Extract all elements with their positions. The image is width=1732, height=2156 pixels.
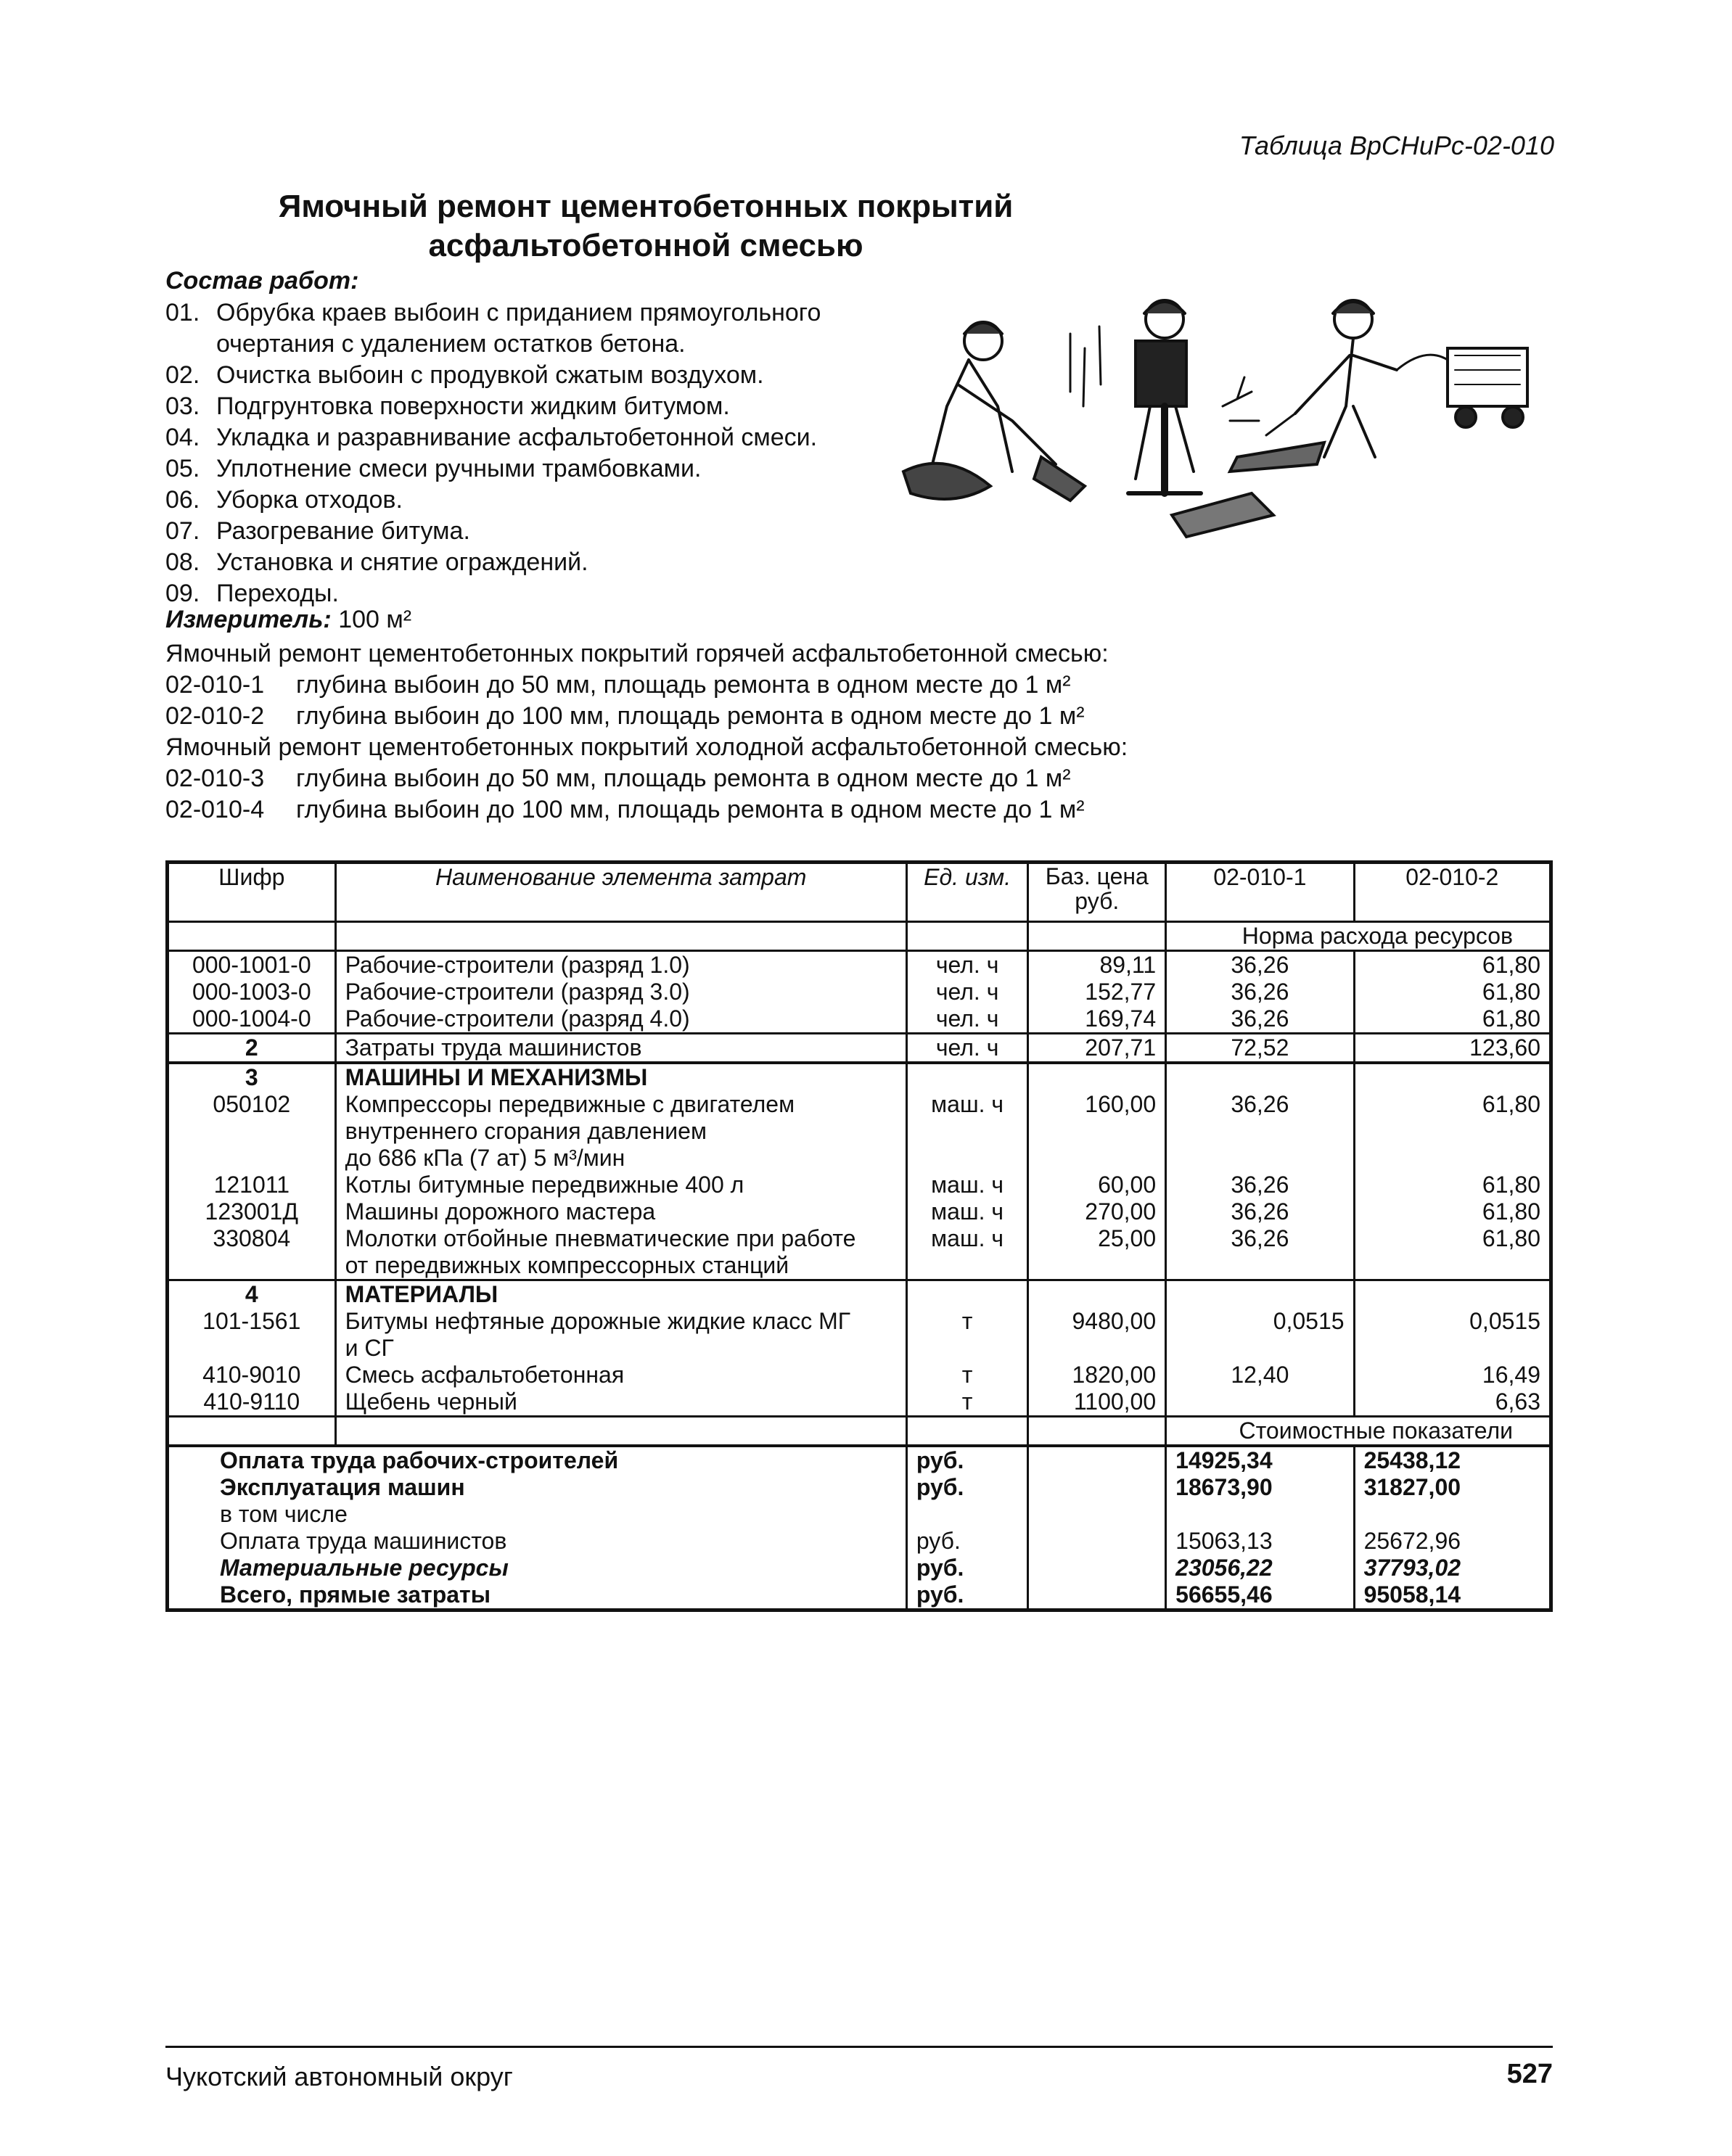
header-unit: Ед. изм.: [906, 863, 1028, 922]
header-name: Наименование элемента затрат: [335, 863, 906, 922]
section-row: 3 МАШИНЫ И МЕХАНИЗМЫ: [168, 1063, 1551, 1091]
work-item: 04. Укладка и разравнивание асфальтобетонной смеси.: [165, 424, 818, 451]
variants-cold-heading: Ямочный ремонт цементобетонных покрытий холодной асфальтобетонной смесью:: [165, 733, 1128, 761]
variants-block: [165, 638, 1544, 826]
cost-row: Эксплуатация машин руб. 18673,90 31827,00: [168, 1474, 1551, 1501]
title-line-2: асфальтобетонной смесью: [428, 228, 863, 263]
work-item: 08. Установка и снятие ограждений.: [165, 548, 588, 576]
title-line-1: Ямочный ремонт цементобетонных покрытий: [278, 189, 1014, 224]
footer-divider: [165, 2046, 1553, 2048]
table-row: 101-1561 Битумы нефтяные дорожные жидкие класс МГ и СГ т 9480,00 0,0515 0,0515: [168, 1308, 1551, 1362]
table-label: Таблица ВрСНиРс-02-010: [1239, 131, 1554, 160]
table-header-row: [168, 863, 1551, 922]
table-row: 2 Затраты труда машинистов чел. ч 207,71 72,52 123,60: [168, 1034, 1551, 1063]
variant-row: 02-010-1 глубина выбоин до 50 мм, площадь ремонта в одном месте до 1 м²: [165, 671, 1071, 699]
page-title: [131, 187, 1161, 266]
cost-row: в том числе: [168, 1501, 1551, 1528]
page-number: 527: [1506, 2059, 1553, 2089]
cost-row: Оплата труда рабочих-строителей руб. 14925,34 25438,12: [168, 1446, 1551, 1474]
header-price: Баз. цена руб.: [1028, 863, 1166, 922]
resources-table: [165, 860, 1553, 1612]
meter: [165, 606, 411, 634]
table-row: 050102 Компрессоры передвижные с двигателем внутреннего сгорания давлением до 686 кПа (7 ат) 5 м³/мин маш. ч 160,00 36,26 61,80: [168, 1091, 1551, 1172]
cost-heading: Стоимостные показатели: [1166, 1417, 1551, 1447]
table-row: 121011 Котлы битумные передвижные 400 л маш. ч 60,00 36,26 61,80: [168, 1172, 1551, 1198]
variant-row: 02-010-2 глубина выбоин до 100 мм, площадь ремонта в одном месте до 1 м²: [165, 702, 1085, 730]
works-label: Состав работ:: [165, 267, 359, 295]
meter-label: Измеритель:: [165, 606, 332, 633]
table-row: 000-1004-0 Рабочие-строители (разряд 4.0) чел. ч 169,74 36,26 61,80: [168, 1005, 1551, 1034]
work-item: 07. Разогревание битума.: [165, 517, 470, 545]
variant-row: 02-010-4 глубина выбоин до 100 мм, площадь ремонта в одном месте до 1 м²: [165, 796, 1085, 823]
work-item: 09. Переходы.: [165, 580, 339, 607]
table-row: 000-1001-0 Рабочие-строители (разряд 1.0) чел. ч 89,11 36,26 61,80: [168, 951, 1551, 979]
header-col1: 02-010-1: [1166, 863, 1354, 922]
cost-row: Материальные ресурсы руб. 23056,22 37793,02: [168, 1555, 1551, 1581]
work-item: 02. Очистка выбоин с продувкой сжатым воздухом.: [165, 361, 764, 389]
work-item: 03. Подгрунтовка поверхности жидким битумом.: [165, 392, 730, 420]
cost-row: Оплата труда машинистов руб. 15063,13 25672,96: [168, 1528, 1551, 1555]
work-item: 05. Уплотнение смеси ручными трамбовками.: [165, 455, 702, 482]
table-row: 000-1003-0 Рабочие-строители (разряд 3.0) чел. ч 152,77 36,26 61,80: [168, 979, 1551, 1005]
footer-region: Чукотский автономный округ: [165, 2062, 513, 2091]
work-item: 06. Уборка отходов.: [165, 486, 403, 514]
meter-value: 100 м²: [338, 606, 412, 633]
table-row: 123001Д Машины дорожного мастера маш. ч 270,00 36,26 61,80: [168, 1198, 1551, 1225]
norm-heading-row: [168, 922, 1551, 951]
header-code: Шифр: [168, 863, 336, 922]
variants-hot-heading: Ямочный ремонт цементобетонных покрытий горячей асфальтобетонной смесью:: [165, 640, 1109, 667]
table-row: 410-9110 Щебень черный т 1100,00 6,63: [168, 1388, 1551, 1417]
cost-row: Всего, прямые затраты руб. 56655,46 95058,14: [168, 1581, 1551, 1610]
table-row: 410-9010 Смесь асфальтобетонная т 1820,00 12,40 16,49: [168, 1362, 1551, 1388]
norm-heading: Норма расхода ресурсов: [1166, 922, 1551, 951]
header-col2: 02-010-2: [1354, 863, 1551, 922]
road-workers-illustration: [889, 276, 1542, 551]
table-row: 330804 Молотки отбойные пневматические при работе от передвижных компрессорных станций маш. ч 25,00 36,26 61,80: [168, 1225, 1551, 1280]
works-list: [165, 297, 927, 609]
variant-row: 02-010-3 глубина выбоин до 50 мм, площадь ремонта в одном месте до 1 м²: [165, 765, 1071, 792]
cost-heading-row: [168, 1417, 1551, 1447]
work-item: 01. Обрубка краев выбоин с приданием прямоугольного очертания с удалением остатков бетона.: [165, 299, 821, 358]
section-row: 4 МАТЕРИАЛЫ: [168, 1280, 1551, 1309]
